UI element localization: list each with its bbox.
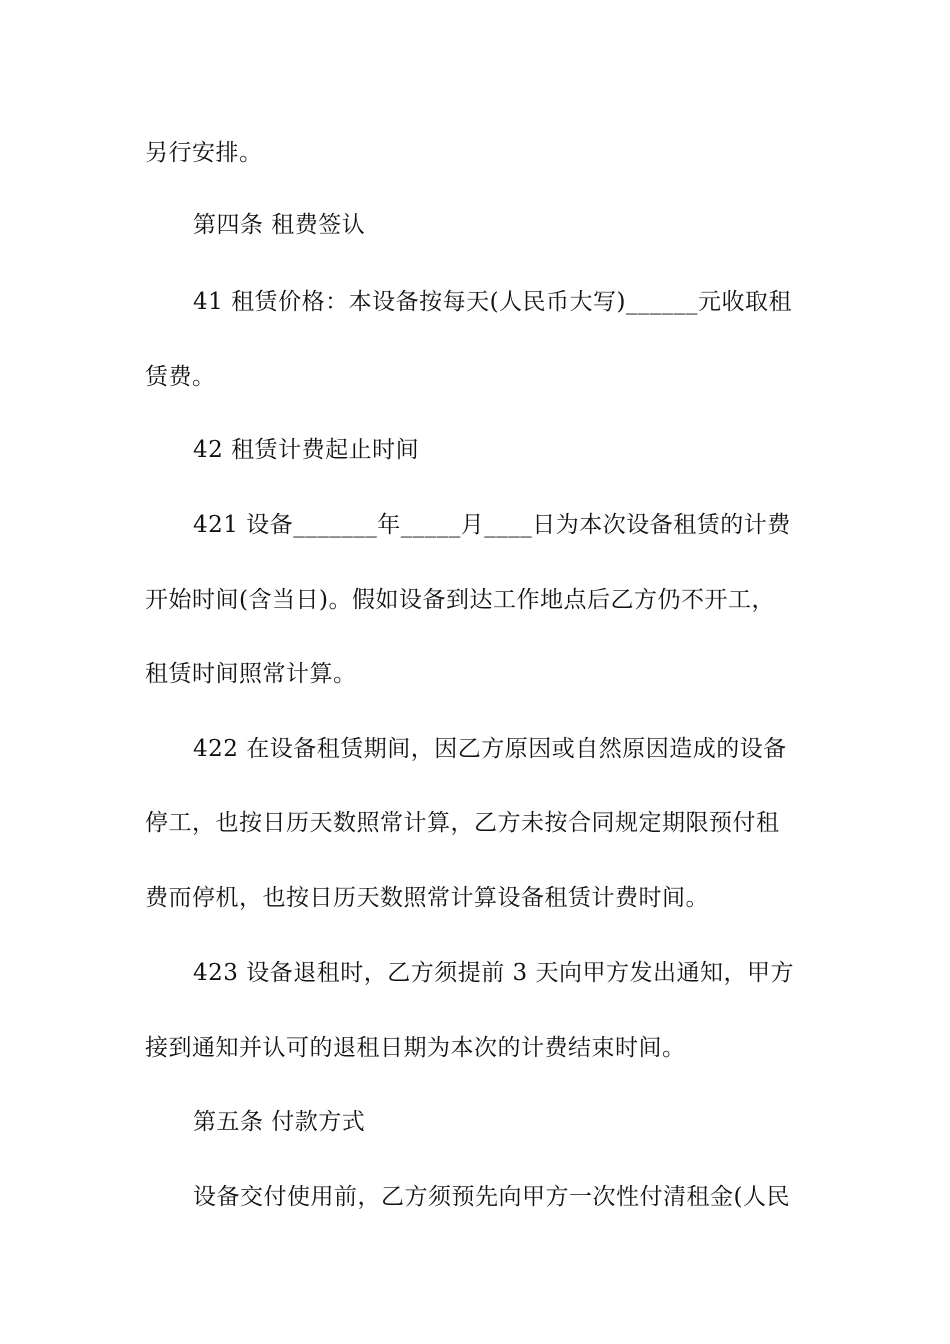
clause-422-line-2: 停工，也按日历天数照常计算，乙方未按合同规定期限预付租 xyxy=(145,810,780,836)
article-5-heading: 第五条 付款方式 xyxy=(193,1109,366,1135)
clause-421-line-2: 开始时间(含当日)。假如设备到达工作地点后乙方仍不开工， xyxy=(145,587,775,613)
clause-422-line-1: 422 在设备租赁期间，因乙方原因或自然原因造成的设备 xyxy=(193,736,787,762)
article-4-heading: 第四条 租费签认 xyxy=(193,212,366,238)
clause-423-line-1: 423 设备退租时，乙方须提前 3 天向甲方发出通知，甲方 xyxy=(193,960,794,986)
clause-41-line-1: 41 租赁价格：本设备按每天(人民币大写)______元收取租 xyxy=(193,289,793,315)
clause-42-heading: 42 租赁计费起止时间 xyxy=(193,437,420,463)
text-line-continuation: 另行安排。 xyxy=(145,140,263,166)
clause-421-line-1: 421 设备_______年_____月____日为本次设备租赁的计费 xyxy=(193,512,791,538)
clause-41-line-2: 赁费。 xyxy=(145,364,216,390)
article-5-line-1: 设备交付使用前，乙方须预先向甲方一次性付清租金(人民 xyxy=(193,1184,790,1210)
clause-423-line-2: 接到通知并认可的退租日期为本次的计费结束时间。 xyxy=(145,1035,686,1061)
clause-421-line-3: 租赁时间照常计算。 xyxy=(145,661,357,687)
clause-422-line-3: 费而停机，也按日历天数照常计算设备租赁计费时间。 xyxy=(145,885,709,911)
